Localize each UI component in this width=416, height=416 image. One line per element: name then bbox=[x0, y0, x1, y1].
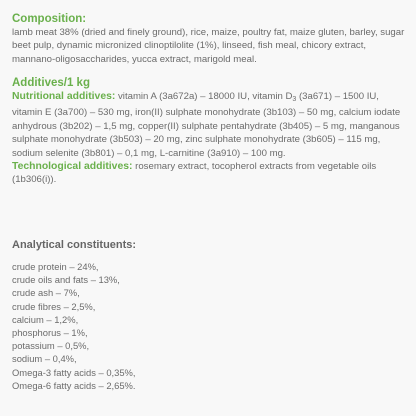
nutritional-additives-text-part2: (3a671) – 1500 IU, vitamin E (3a700) – 530 mg, iron(II) sulphate monohydrate (3b103) – 50 mg, calcium iodate anhydrous (3b202) – 1,5 mg, copper(II) sulphate pentahydrate (3b405) – 5 mg, manganous sulphate monohydrate (3b503) – 20 mg, zinc sulphate monohydrate (3b605) – 115 mg, sodium selenite (3b801) – 0,1 mg, L-carnitine (3a910) – 100 mg. bbox=[12, 91, 401, 159]
analytical-list bbox=[12, 260, 410, 392]
list-item: calcium – 1,2%, bbox=[12, 313, 79, 325]
list-item: potassium – 0,5%, bbox=[12, 340, 90, 352]
list-item: Omega-3 fatty acids – 0,35%, bbox=[12, 366, 136, 378]
analytical-heading: Analytical constituents: bbox=[12, 239, 137, 251]
nutritional-additives-text-part1: vitamin A (3a672a) – 18000 IU, vitamin D bbox=[115, 91, 293, 102]
list-item: phosphorus – 1%, bbox=[12, 327, 88, 339]
composition-heading: Composition: bbox=[12, 13, 87, 25]
technological-additives-text: rosemary extract, tocopherol extracts from vegetable oils (1b306(i)). bbox=[12, 161, 377, 186]
nutritional-additives-title: Nutritional additives: bbox=[12, 91, 116, 102]
list-item: crude ash – 7%, bbox=[12, 287, 80, 299]
list-item: crude protein – 24%, bbox=[12, 261, 99, 272]
list-item: Omega-6 fatty acids – 2,65%. bbox=[12, 379, 136, 391]
list-item: crude oils and fats – 13%, bbox=[12, 274, 120, 286]
nutritional-additives-paragraph bbox=[12, 90, 410, 160]
list-item: crude fibres – 2,5%, bbox=[12, 300, 96, 312]
technological-additives-title: Technological additives: bbox=[12, 161, 133, 173]
additives-heading: Additives/1 kg bbox=[12, 77, 90, 89]
technological-additives-paragraph bbox=[12, 160, 410, 187]
composition-section bbox=[12, 12, 410, 66]
list-item: sodium – 0,4%, bbox=[12, 353, 77, 365]
vitamin-d3-subscript: 3 bbox=[292, 96, 297, 103]
composition-text: lamb meat 38% (dried and finely ground), rice, maize, poultry fat, maize gluten, barley, sugar beet pulp, dynamic micronized clinoptilolite (1%), linseed, fish meal, chicory extract, mannano-oligosaccharides, yucca extract, marigold meal. bbox=[12, 27, 405, 65]
analytical-section bbox=[12, 238, 410, 392]
additives-section bbox=[12, 76, 410, 187]
